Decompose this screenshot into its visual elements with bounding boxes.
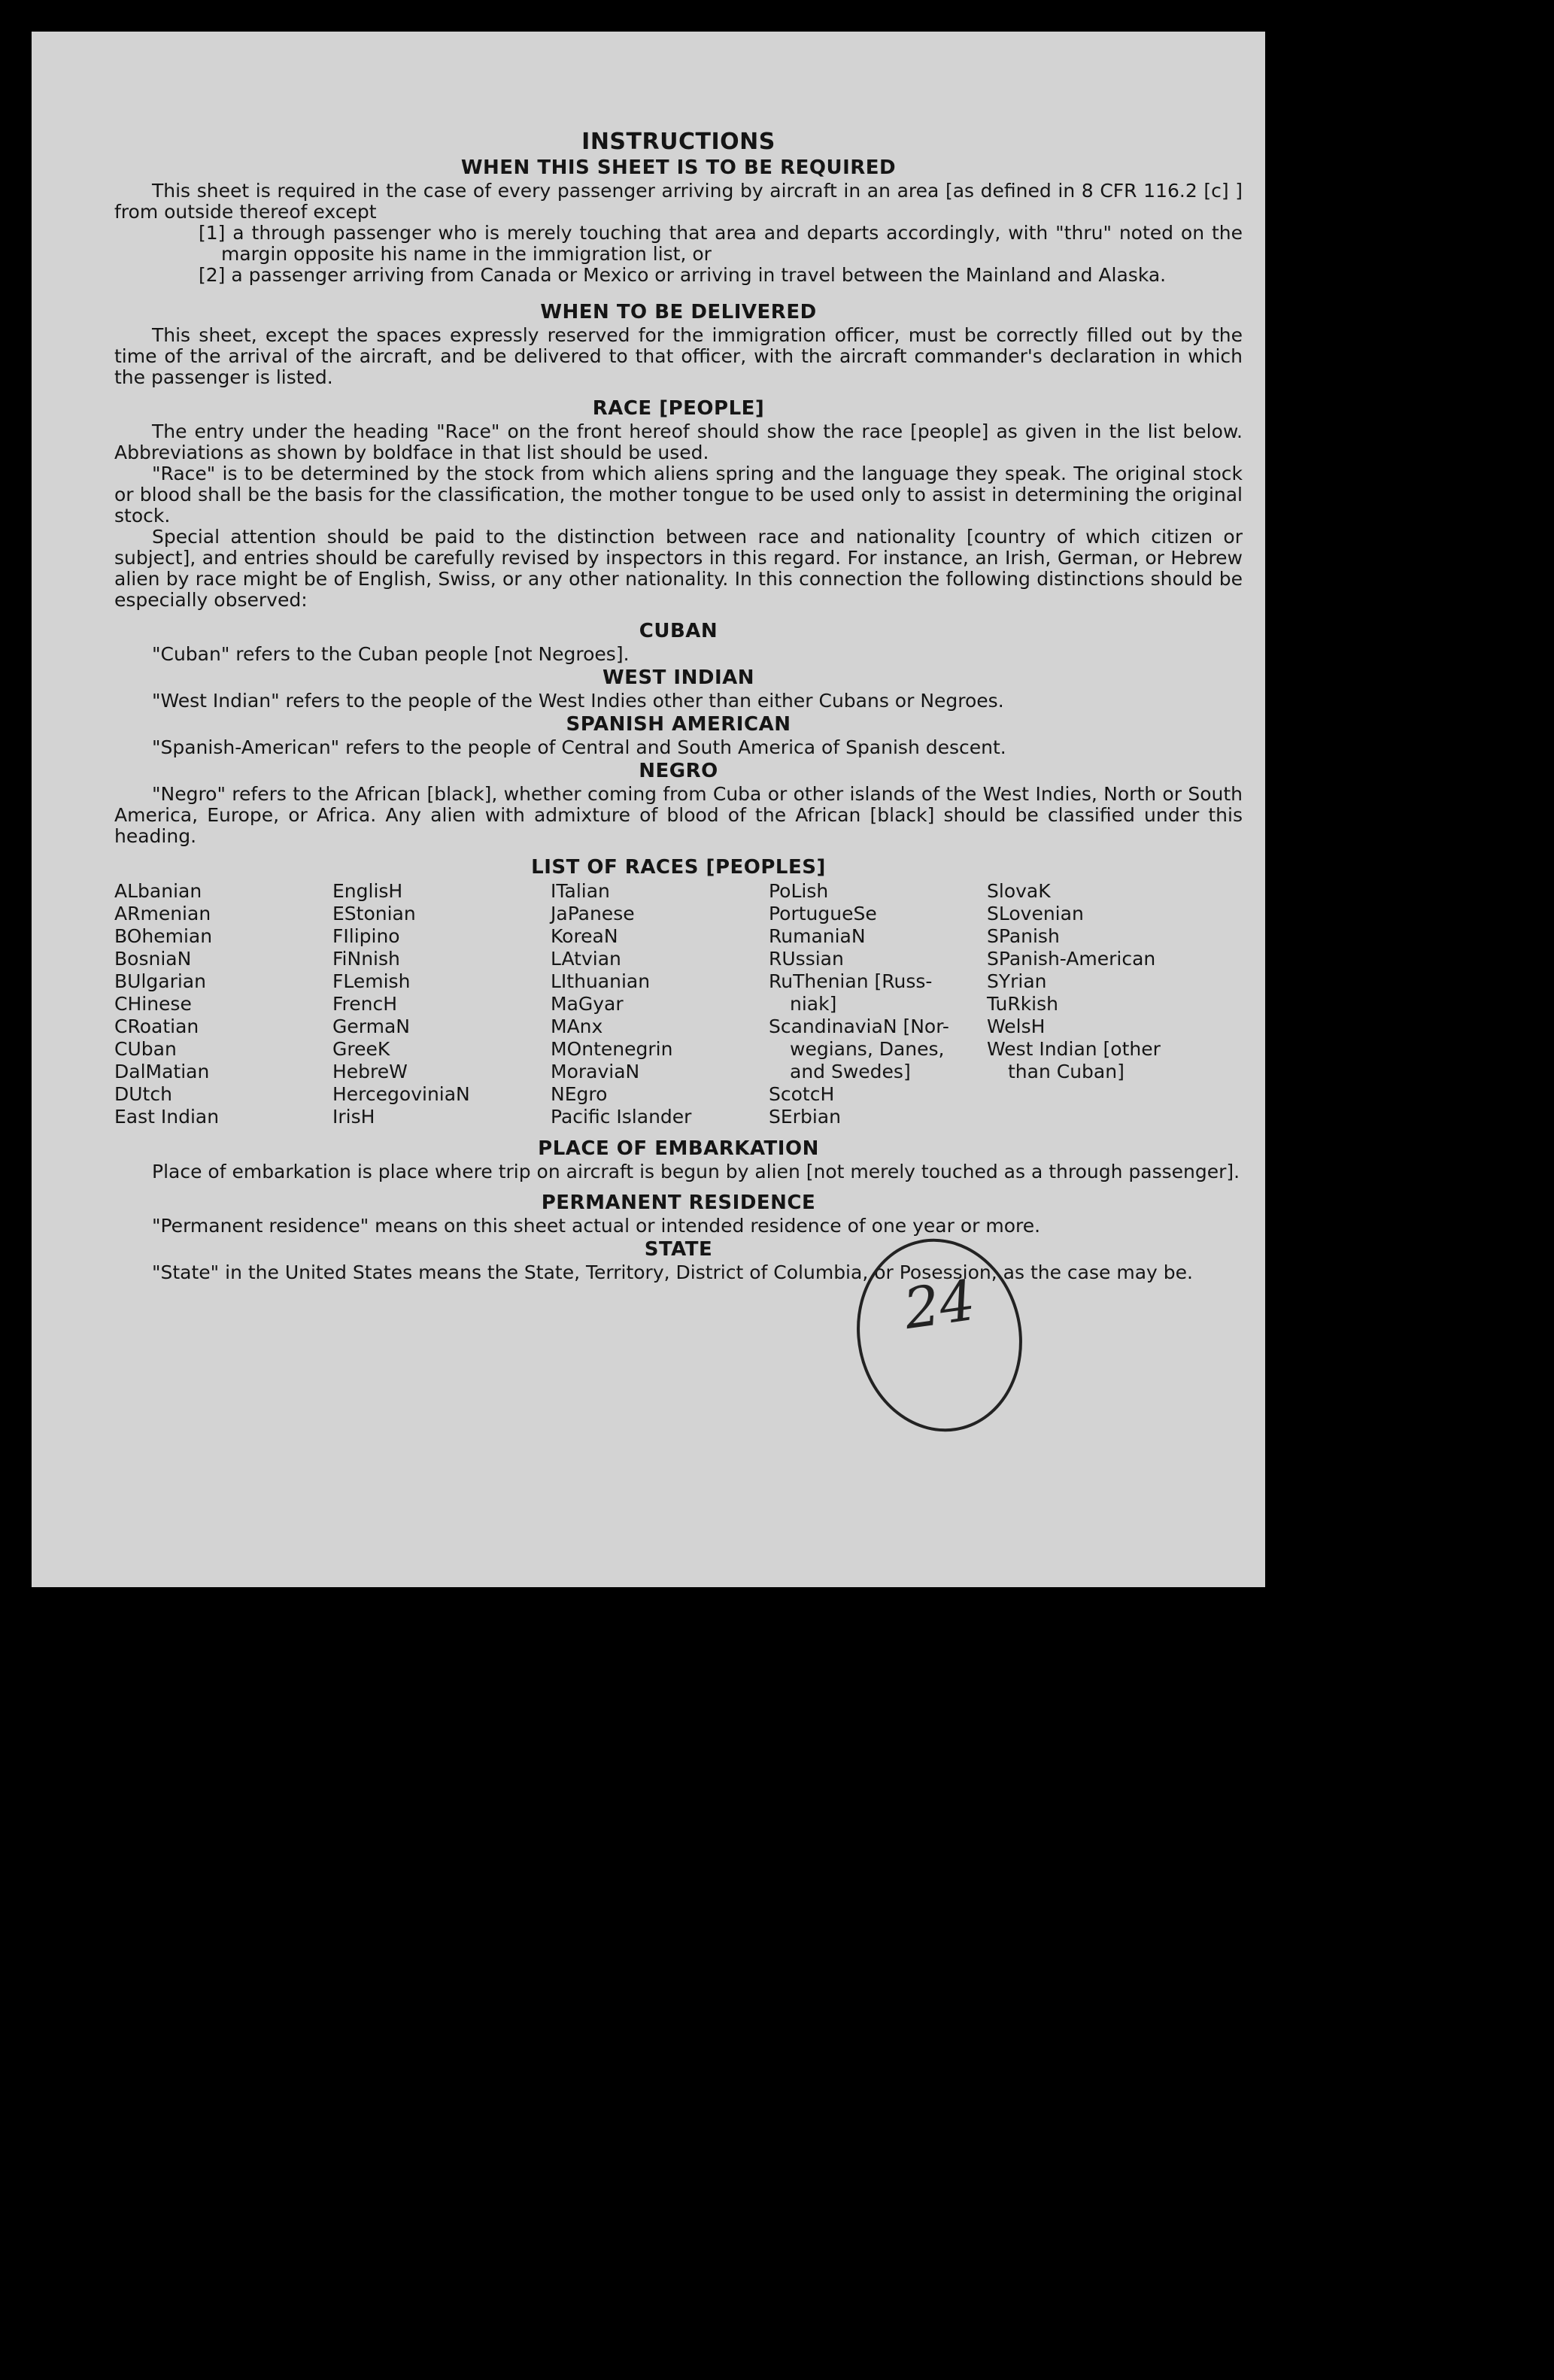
residence-text: "Permanent residence" means on this sheet actual or intended residence of one year or more.	[152, 1215, 1041, 1237]
state-heading: STATE	[644, 1238, 713, 1261]
race-item: Pacific Islander	[551, 1106, 692, 1128]
embarkation-heading: PLACE OF EMBARKATION	[538, 1137, 819, 1160]
races-column-1	[114, 880, 325, 1128]
race-item: BOhemian	[114, 925, 213, 947]
race-item: PoLish	[769, 880, 829, 902]
race-item: GreeK	[332, 1038, 390, 1060]
race-item: FrencH	[332, 993, 398, 1015]
race-item: MOntenegrin	[551, 1038, 673, 1060]
race-item: IrisH	[332, 1106, 375, 1128]
title: INSTRUCTIONS	[581, 129, 775, 155]
spanish-american-heading: SPANISH AMERICAN	[566, 713, 791, 736]
race-item: and Swedes]	[790, 1061, 911, 1082]
race-item: DalMatian	[114, 1061, 210, 1082]
race-item: EStonian	[332, 903, 416, 924]
spanish-american-text: "Spanish-American" refers to the people of Central and South America of Spanish descent.	[152, 736, 1006, 758]
race-item: West Indian [other	[987, 1038, 1161, 1060]
race-item: LIthuanian	[551, 970, 651, 992]
race-text-1: The entry under the heading "Race" on the front hereof should show the race [people] as given in the list below. Abbreviations as shown by boldface in that list should be used.	[114, 420, 1243, 463]
race-item: HercegoviniaN	[332, 1083, 470, 1105]
race-item: FIlipino	[332, 925, 400, 947]
race-item: CUban	[114, 1038, 177, 1060]
race-item: ARmenian	[114, 903, 211, 924]
race-item: ALbanian	[114, 880, 202, 902]
races-column-5	[987, 880, 1197, 1083]
race-item: ScotcH	[769, 1083, 835, 1105]
race-item: ITalian	[551, 880, 610, 902]
race-item: WelsH	[987, 1015, 1046, 1037]
race-item: SYrian	[987, 970, 1047, 992]
races-column-3	[551, 880, 761, 1128]
negro-heading: NEGRO	[639, 760, 718, 782]
embarkation-text: Place of embarkation is place where trip on aircraft is begun by alien [not merely touched as a through passenger].	[152, 1161, 1240, 1182]
race-item: RumaniaN	[769, 925, 866, 947]
race-item: wegians, Danes,	[790, 1038, 945, 1060]
race-item: RUssian	[769, 948, 844, 970]
race-item: CRoatian	[114, 1015, 199, 1037]
race-item: LAtvian	[551, 948, 621, 970]
when-delivered-text: This sheet, except the spaces expressly reserved for the immigration officer, must be correctly filled out by the time of the arrival of the aircraft, and be delivered to that officer, with the aircraft commander's declaration in which the passenger is listed.	[114, 324, 1243, 388]
race-item: SLovenian	[987, 903, 1084, 924]
race-item: BUlgarian	[114, 970, 206, 992]
race-item: BosniaN	[114, 948, 192, 970]
race-item: GermaN	[332, 1015, 410, 1037]
race-item: niak]	[790, 993, 837, 1015]
negro-text: "Negro" refers to the African [black], whether coming from Cuba or other islands of the West Indies, North or South America, Europe, or Africa. Any alien with admixture of blood of the African [black] should be classified under this heading.	[114, 783, 1243, 847]
race-item: EnglisH	[332, 880, 403, 902]
race-text-3: Special attention should be paid to the distinction between race and nationality [country of which citizen or subject], and entries should be carefully revised by inspectors in this regard. For instance, an Irish, German, or Hebrew alien by race might be of English, Swiss, or any other nationality. In this connection the following distinctions should be especially observed:	[114, 526, 1243, 611]
race-item: MoraviaN	[551, 1061, 640, 1082]
instructions-content	[114, 129, 1243, 1283]
when-required-text: This sheet is required in the case of every passenger arriving by aircraft in an area [as defined in 8 CFR 116.2 [c] ] from outside thereof except	[114, 180, 1243, 223]
race-item: SPanish-American	[987, 948, 1156, 970]
race-item: CHinese	[114, 993, 192, 1015]
race-heading: RACE [PEOPLE]	[592, 397, 765, 420]
race-item: MaGyar	[551, 993, 624, 1015]
races-column-2	[332, 880, 543, 1128]
residence-heading: PERMANENT RESIDENCE	[541, 1192, 816, 1214]
race-item: than Cuban]	[1008, 1061, 1125, 1082]
race-item: East Indian	[114, 1106, 220, 1128]
races-list	[114, 880, 1243, 1136]
exception-2: [2] a passenger arriving from Canada or Mexico or arriving in travel between the Mainland and Alaska.	[199, 264, 1167, 286]
race-item: PortugueSe	[769, 903, 877, 924]
race-item: SPanish	[987, 925, 1060, 947]
race-item: TuRkish	[987, 993, 1058, 1015]
when-delivered-heading: WHEN TO BE DELIVERED	[540, 301, 817, 323]
race-item: MAnx	[551, 1015, 603, 1037]
west-indian-heading: WEST INDIAN	[602, 666, 755, 689]
race-item: ScandinaviaN [Nor-	[769, 1015, 949, 1037]
state-text: "State" in the United States means the State, Territory, District of Columbia, or Posession, as the case may be.	[152, 1261, 1193, 1283]
west-indian-text: "West Indian" refers to the people of the West Indies other than either Cubans or Negroes.	[152, 690, 1004, 712]
handwritten-number: 24	[900, 1267, 979, 1343]
race-item: SErbian	[769, 1106, 841, 1128]
race-item: FLemish	[332, 970, 411, 992]
exception-1: [1] a through passenger who is merely touching that area and departs accordingly, with "thru" noted on the margin opposite his name in the immigration list, or	[199, 222, 1243, 265]
race-item: KoreaN	[551, 925, 618, 947]
when-required-heading: WHEN THIS SHEET IS TO BE REQUIRED	[460, 156, 897, 179]
list-heading: LIST OF RACES [PEOPLES]	[531, 856, 826, 879]
document-sheet	[32, 32, 1265, 1587]
cuban-heading: CUBAN	[639, 620, 718, 642]
race-item: SlovaK	[987, 880, 1051, 902]
cuban-text: "Cuban" refers to the Cuban people [not Negroes].	[152, 643, 630, 665]
race-text-2: "Race" is to be determined by the stock from which aliens spring and the language they speak. The original stock or blood shall be the basis for the classification, the mother tongue to be used only to assist in determining the original stock.	[114, 463, 1243, 527]
race-item: DUtch	[114, 1083, 172, 1105]
race-item: RuThenian [Russ-	[769, 970, 933, 992]
races-column-4	[769, 880, 979, 1128]
race-item: HebreW	[332, 1061, 408, 1082]
race-item: JaPanese	[551, 903, 635, 924]
race-item: FiNnish	[332, 948, 400, 970]
race-item: NEgro	[551, 1083, 608, 1105]
